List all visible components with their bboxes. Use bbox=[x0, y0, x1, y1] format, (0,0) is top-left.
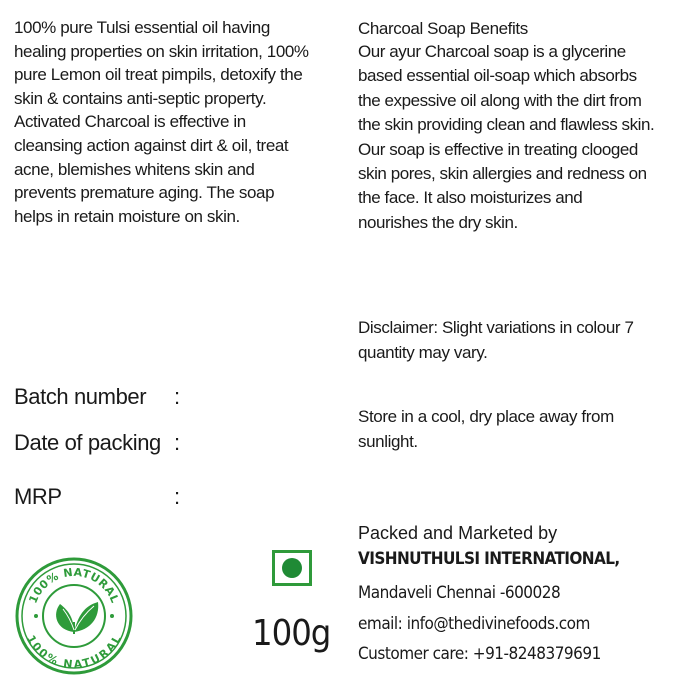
batch-number-label: Batch number bbox=[14, 384, 147, 409]
customer-care: Customer care: +91-8248379691 bbox=[358, 644, 601, 664]
description-paragraph: 100% pure Tulsi essential oil having healing properties on skin irritation, 100% pure Lemon oil treat pimpils, detoxify the skin & contains anti-septic property. Activated Charcoal is effective in cleansing action against dirt & oil, treat acne, blemishes whitens skin and prevents premature aging. The soap helps in retain moisture on skin. bbox=[14, 18, 309, 226]
net-weight: 100g bbox=[252, 613, 331, 654]
company-name: VISHNUTHULSI INTERNATIONAL, bbox=[358, 549, 620, 569]
leaf-icon bbox=[56, 602, 98, 634]
mrp-field bbox=[14, 484, 180, 510]
mrp-label: MRP bbox=[14, 484, 62, 509]
vegetarian-mark-icon bbox=[272, 550, 312, 586]
disclaimer-text: Disclaimer: Slight variations in colour 7 quantity may vary. bbox=[358, 318, 634, 362]
batch-number-field bbox=[14, 384, 180, 410]
natural-seal-icon bbox=[14, 556, 134, 676]
benefits-paragraph: Our ayur Charcoal soap is a glycerine based essential oil-soap which absorbs the expessive oil along with the dirt from the skin providing clean and flawless skin. Our soap is effective in treating clooged skin pores, skin allergies and redness on the face. It also moisturizes and nourishes the dry skin. bbox=[358, 42, 655, 232]
vegetarian-dot bbox=[282, 558, 302, 578]
batch-number-colon: : bbox=[174, 384, 180, 409]
storage-instructions: Store in a cool, dry place away from sunlight. bbox=[358, 407, 614, 451]
seal-bottom-text: 100% NATURAL bbox=[24, 632, 124, 672]
packed-by-heading: Packed and Marketed by bbox=[358, 523, 558, 543]
company-address: Mandaveli Chennai -600028 bbox=[358, 583, 561, 603]
mrp-colon: : bbox=[174, 484, 180, 509]
benefits-title: Charcoal Soap Benefits bbox=[358, 19, 528, 38]
contact-email: email: info@thedivinefoods.com bbox=[358, 614, 590, 634]
seal-top-text: 100% NATURAL bbox=[26, 565, 122, 606]
date-of-packing-colon: : bbox=[174, 430, 180, 455]
date-of-packing-label: Date of packing bbox=[14, 430, 161, 455]
date-of-packing-field bbox=[14, 430, 180, 456]
